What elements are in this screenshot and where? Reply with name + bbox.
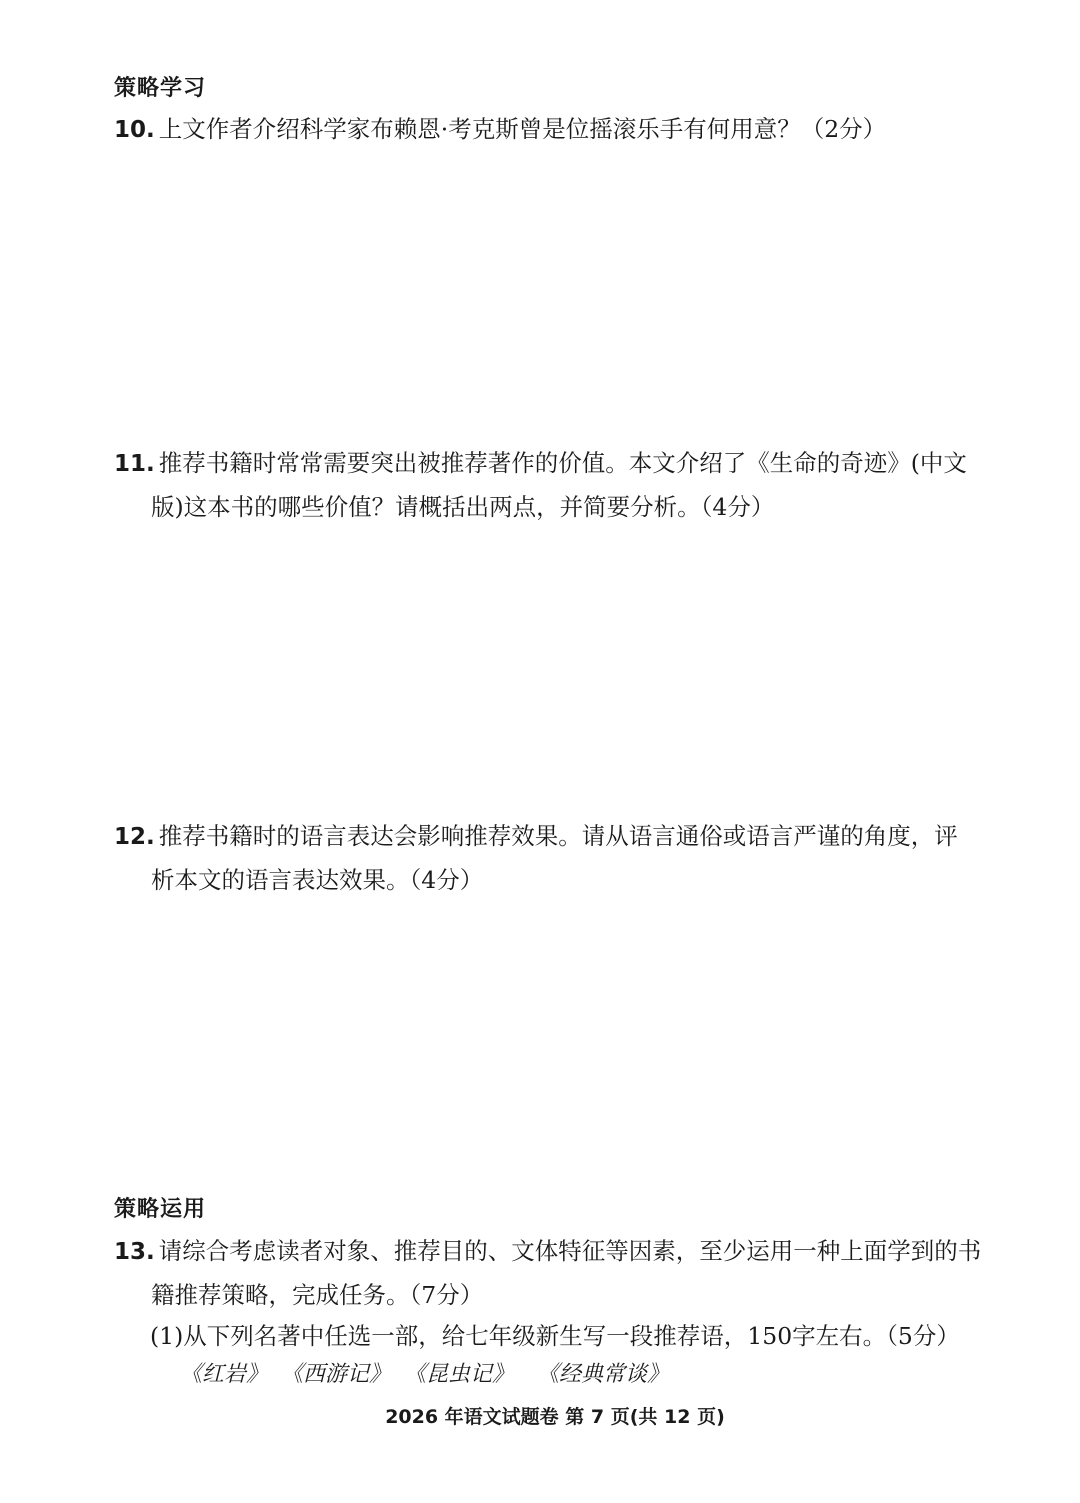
question-11-line-1 [114,442,984,486]
question-13-line-2: 籍推荐策略，完成任务。（7分） [151,1281,484,1309]
book-title-kunchongji: 《昆虫记》 [404,1362,515,1387]
book-title-xiyouji: 《西游记》 [281,1362,392,1387]
question-13 [114,1230,984,1317]
question-text: 推荐书籍时的语言表达会影响推荐效果。请从语言通俗或语言严谨的角度，评 [158,822,958,850]
question-number: 11. [114,451,155,477]
question-13-subtask-1: (1)从下列名著中任选一部，给七年级新生写一段推荐语，150字左右。（5分） [150,1322,960,1350]
question-12 [114,815,984,902]
question-number: 13. [114,1239,155,1265]
question-12-line-2: 析本文的语言表达效果。（4分） [151,866,484,894]
question-13-line-1 [114,1230,984,1274]
question-11 [114,442,984,529]
section-heading-strategy-application: 策略运用 [114,1197,207,1222]
book-title-jingdianchangtan: 《经典常谈》 [537,1362,670,1387]
book-title-hongyan: 《红岩》 [180,1362,269,1387]
question-text: 推荐书籍时常常需要突出被推荐著作的价值。本文介绍了《生命的奇迹》(中文 [158,449,967,477]
section-heading-strategy-learning: 策略学习 [114,76,207,101]
question-text: 上文作者介绍科学家布赖恩·考克斯曾是位摇滚乐手有何用意？（2分） [158,115,887,143]
question-number: 12. [114,824,155,850]
question-10-line-1 [114,108,984,152]
question-10 [114,108,984,152]
question-11-line-2: 版)这本书的哪些价值？请概括出两点，并简要分析。（4分） [151,493,775,521]
book-list [180,1360,675,1390]
question-number: 10. [114,117,155,143]
question-text: 请综合考虑读者对象、推荐目的、文体特征等因素，至少运用一种上面学到的书 [158,1237,982,1265]
question-12-line-1 [114,815,984,859]
page-footer: 2026 年语文试题卷 第 7 页(共 12 页) [385,1406,725,1428]
